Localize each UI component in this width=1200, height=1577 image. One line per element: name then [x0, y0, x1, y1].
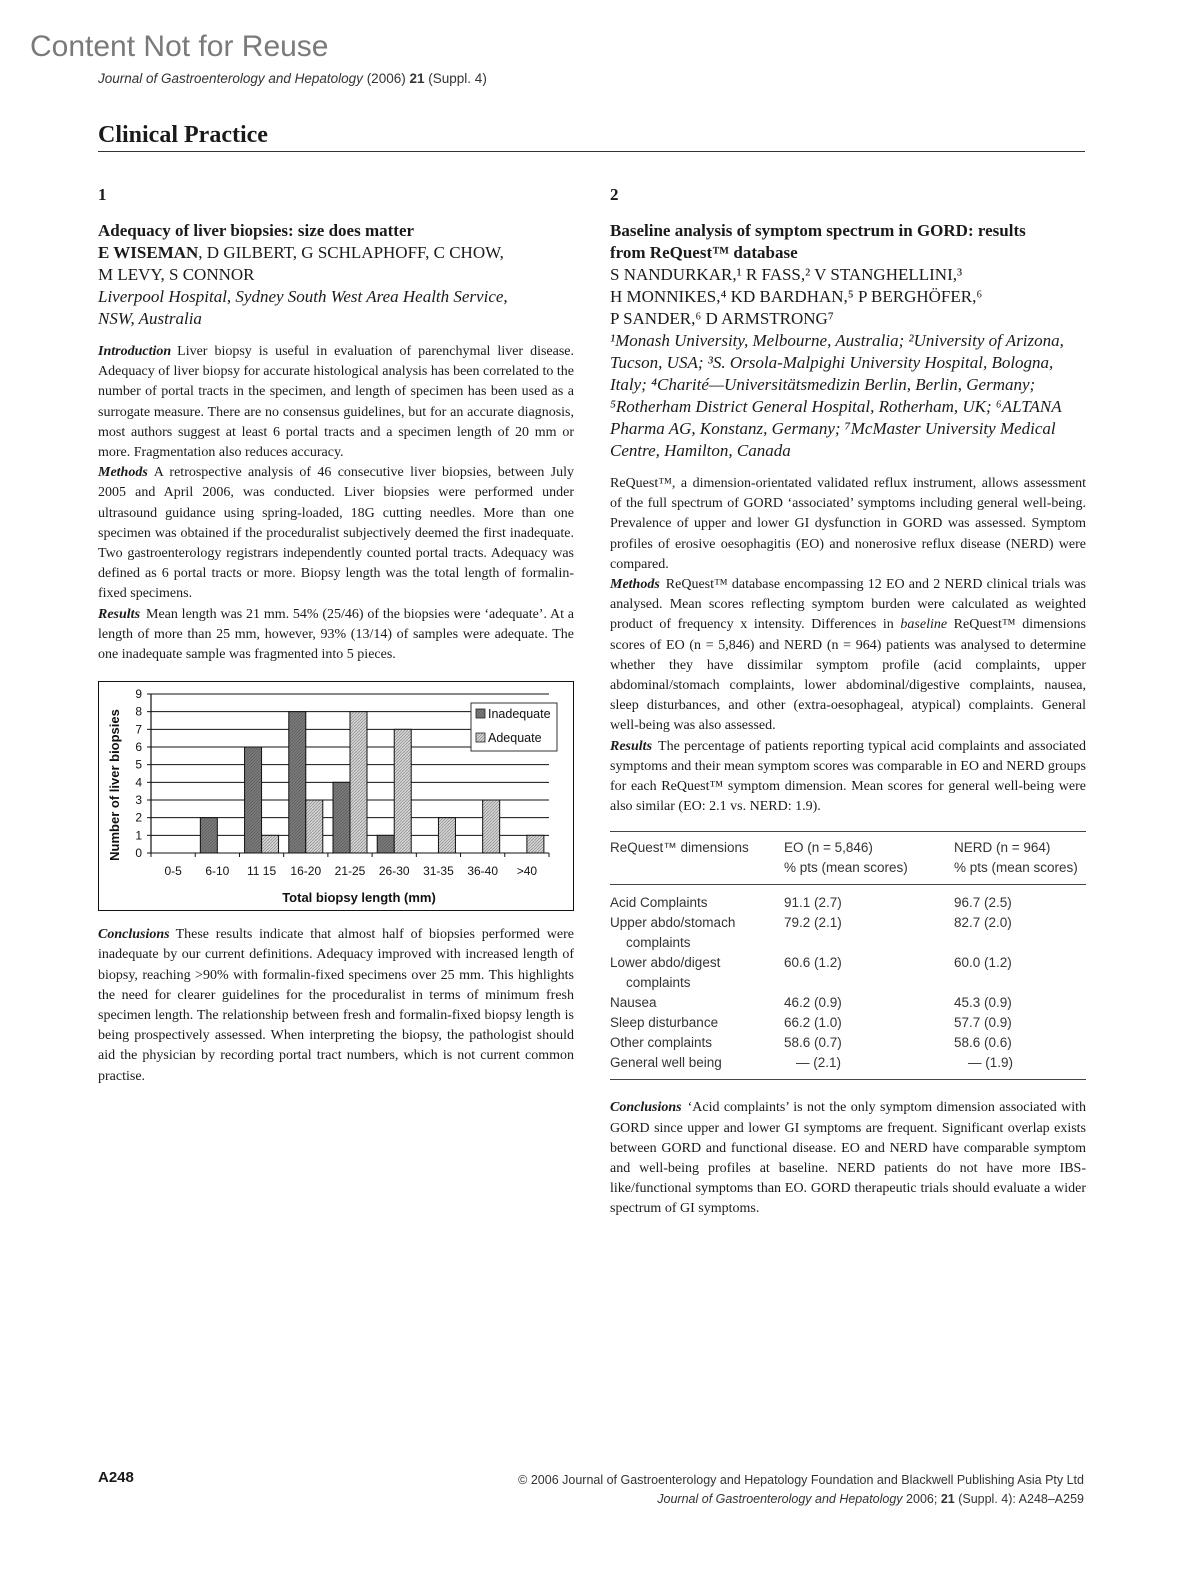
cell-dimension: Nausea — [610, 995, 657, 1011]
bar-adequate-7 — [483, 800, 500, 853]
chart-svg — [99, 682, 573, 910]
y-tick-label: 4 — [135, 775, 142, 790]
x-tick-label: 16-20 — [290, 864, 322, 879]
cell-nerd: 57.7 (0.9) — [954, 1015, 1012, 1031]
abstract-title: Adequacy of liver biopsies: size does matter — [98, 221, 415, 240]
bar-inadequate-3 — [289, 712, 306, 853]
y-axis-label: Number of liver biopsies — [107, 709, 122, 862]
table-row — [610, 993, 1086, 1013]
cell-eo: 58.6 (0.7) — [784, 1035, 842, 1051]
results-heading: Results — [98, 606, 141, 622]
authors-line2: M LEVY, S CONNOR — [98, 265, 255, 284]
methods-text: A retrospective analysis of 46 consecutive liver biopsies, between July 2005 and April 2006, was conducted. Liver biopsies were performed under ultrasound guidance using spring-loaded, 18G cutting needles. More than one specimen was obtained if the proceduralist subjectively deemed the first inadequate. Two gastroenterology registrars independently counted portal tracts. Adequacy was defined as 6 portal tracts or more. Biopsy length was the total length of formalin-fixed specimens. — [98, 465, 574, 602]
y-tick-label: 8 — [135, 704, 142, 719]
column-header-nerd: NERD (n = 964) % pts (mean scores) — [954, 840, 1078, 876]
abstract-2 — [610, 185, 1086, 1220]
x-tick-label: >40 — [516, 864, 538, 879]
journal-header — [98, 71, 487, 86]
cell-dimension: Upper abdo/stomach complaints — [610, 915, 736, 951]
y-tick-label: 6 — [135, 740, 142, 755]
y-tick-label: 0 — [135, 846, 142, 861]
introduction-paragraph — [98, 342, 574, 463]
intro-paragraph: ReQuest™, a dimension-orientated validated reflux instrument, allows assessment of the full spectrum of GORD ‘associated’ symptoms including general well-being. Prevalence of upper and lower GI dysfunction in GORD was assessed. Symptom profiles of erosive oesophagitis (EO) and nonerosive reflux disease (NERD) were compared. — [610, 476, 1086, 572]
cell-dimension: Acid Complaints — [610, 895, 708, 911]
abstract-number: 2 — [610, 185, 619, 204]
citation-line: Journal of Gastroenterology and Hepatology 2006; 21 (Suppl. 4): A248–A259 — [657, 1492, 1084, 1506]
abstract-affiliation — [98, 286, 574, 330]
bar-inadequate-2 — [245, 747, 262, 853]
abstract-number: 1 — [98, 185, 107, 204]
bar-inadequate-1 — [200, 818, 217, 853]
bar-inadequate-4 — [333, 783, 350, 854]
legend-swatch-inadequate — [476, 709, 485, 718]
cell-eo: 46.2 (0.9) — [784, 995, 842, 1011]
x-tick-label: 11 15 — [246, 864, 277, 879]
table-row — [610, 913, 1086, 953]
cell-eo: — (2.1) — [796, 1055, 842, 1071]
bar-adequate-6 — [438, 818, 455, 853]
abstract-authors — [98, 242, 574, 286]
table-row — [610, 953, 1086, 993]
page-number: A248 — [98, 1469, 134, 1486]
methods-heading: Methods — [610, 577, 660, 593]
journal-year: (2006) — [366, 71, 406, 86]
section-title: Clinical Practice — [98, 122, 268, 148]
authors-line2: H MONNIKES,⁴ KD BARDHAN,⁵ P BERGHÖFER,⁶ — [610, 287, 983, 306]
y-tick-label: 9 — [135, 687, 142, 702]
bar-adequate-8 — [527, 836, 544, 854]
affiliation-line1: Liverpool Hospital, Sydney South West Area Health Service, — [98, 287, 508, 306]
x-tick-label: 21-25 — [334, 864, 366, 879]
cell-nerd: 96.7 (2.5) — [954, 895, 1012, 911]
x-tick-label: 36-40 — [467, 864, 499, 879]
x-axis-label: Total biopsy length (mm) — [282, 890, 436, 906]
x-tick-label: 6-10 — [205, 864, 230, 879]
conclusions-text: ‘Acid complaints’ is not the only symptom dimension associated with GORD since upper and lower GI symptoms are frequent. Significant overlap exists between GORD and functional disease. EO and NERD have comparable symptom and well-being profiles at baseline. NERD patients do not have more IBS-like/functional symptoms than EO. GORD therapeutic trials should evaluate a wider spectrum of GI symptoms. — [610, 1100, 1086, 1217]
table-header-row — [610, 832, 1086, 885]
methods-text-1: ReQuest™ database encompassing 12 EO and 2 NERD clinical trials was analysed. Mean scores reflecting symptom burden were calculated as weighted product of frequency x intensity. Differences in — [610, 577, 1086, 633]
results-paragraph — [610, 737, 1086, 818]
table-row — [610, 885, 1086, 914]
y-tick-label: 2 — [135, 810, 142, 825]
biopsy-chart — [98, 681, 574, 911]
title-line1: Baseline analysis of symptom spectrum in GORD: results — [610, 221, 1026, 240]
y-tick-label: 3 — [135, 793, 142, 808]
table-row — [610, 1033, 1086, 1053]
methods-heading: Methods — [98, 465, 148, 481]
x-tick-label: 31-35 — [423, 864, 454, 879]
methods-paragraph — [98, 463, 574, 604]
y-tick-label: 7 — [135, 722, 142, 737]
bar-adequate-4 — [350, 712, 367, 853]
column-header-eo: EO (n = 5,846) % pts (mean scores) — [784, 840, 908, 876]
methods-italic: baseline — [900, 617, 948, 633]
results-text: The percentage of patients reporting typical acid complaints and associated symptoms and their mean symptom scores was comparable in EO and NERD groups for each ReQuest™ symptom dimension. Mean scores for general well-being were also similar (EO: 2.1 vs. NERD: 1.9). — [610, 738, 1086, 815]
authors-rest: , D GILBERT, G SCHLAPHOFF, C CHOW, — [198, 243, 504, 262]
conclusions-heading: Conclusions — [610, 1100, 682, 1116]
cell-dimension: Other complaints — [610, 1035, 713, 1051]
methods-paragraph — [610, 575, 1086, 737]
cell-dimension: General well being — [610, 1055, 722, 1071]
chart-legend — [471, 703, 557, 751]
methods-text-2: ReQuest™ dimensions scores of EO (n = 5,846) and NERD (n = 964) patients was analysed to determine whether they have dissimilar symptom profile (acid complaints, upper abdominal/stomach complaints, lower abdominal/digestive complaints, nausea, sleep disturbances, and other (extra-oesophageal, atypical) complaints. General well-being was also assessed. — [610, 617, 1086, 734]
first-author: E WISEMAN — [98, 243, 199, 262]
section-rule — [98, 151, 1085, 152]
abstract-affiliations: ¹Monash University, Melbourne, Australia; ²University of Arizona, Tucson, USA; ³S. Orsola-Malpighi University Hospital, Bologna, Italy; ⁴Charité—Universitätsmedizin Berlin, Berlin, Germany; ⁵Rotherham District General Hospital, Rotherham, UK; ⁶ALTANA Pharma AG, Konstanz, Germany; ⁷McMaster University Medical Centre, Hamilton, Canada — [610, 331, 1064, 460]
column-header-dimensions: ReQuest™ dimensions — [610, 840, 749, 856]
introduction-heading: Introduction — [98, 344, 172, 359]
journal-name: Journal of Gastroenterology and Hepatology — [98, 71, 363, 86]
cell-eo: 66.2 (1.0) — [784, 1015, 842, 1031]
abstract-authors — [610, 264, 1086, 330]
bar-inadequate-5 — [377, 836, 394, 854]
cell-nerd: 60.0 (1.2) — [954, 955, 1012, 971]
bar-adequate-3 — [306, 800, 323, 853]
cell-nerd: 45.3 (0.9) — [954, 995, 1012, 1011]
x-tick-label: 26-30 — [378, 864, 410, 879]
y-tick-label: 1 — [135, 828, 142, 843]
bar-adequate-5 — [394, 730, 411, 854]
conclusions-heading: Conclusions — [98, 927, 170, 943]
results-paragraph — [98, 605, 574, 666]
bar-adequate-2 — [262, 836, 279, 854]
legend-label-adequate: Adequate — [488, 731, 542, 746]
journal-suppl: (Suppl. 4) — [428, 71, 487, 86]
y-tick-label: 5 — [135, 757, 142, 772]
cell-nerd: 82.7 (2.0) — [954, 915, 1012, 931]
watermark: Content Not for Reuse — [30, 30, 329, 63]
affiliation-line2: NSW, Australia — [98, 309, 202, 328]
cell-nerd: 58.6 (0.6) — [954, 1035, 1012, 1051]
x-tick-label: 0-5 — [164, 864, 182, 879]
journal-volume: 21 — [409, 71, 425, 86]
conclusions-text: These results indicate that almost half of biopsies performed were inadequate by our current definitions. Adequacy improved with increased length of biopsy, reaching >90% with formalin-fixed specimens over 25 mm. This highlights the need for clearer guidelines for the proceduralist in terms of minimum fresh specimen length. The relationship between fresh and formalin-fixed biopsy length is being prospectively assessed. When interpreting the biopsy, the pathologist should aid the physician by recording portal tract numbers, which is not current common practise. — [98, 927, 574, 1084]
cell-eo: 79.2 (2.1) — [784, 915, 842, 931]
authors-line1: S NANDURKAR,¹ R FASS,² V STANGHELLINI,³ — [610, 265, 963, 284]
title-line2: from ReQuest™ database — [610, 243, 798, 262]
cell-eo: 91.1 (2.7) — [784, 895, 842, 911]
cell-dimension: Sleep disturbance — [610, 1015, 719, 1031]
cell-eo: 60.6 (1.2) — [784, 955, 842, 971]
symptom-table — [610, 831, 1086, 1080]
copyright-line: © 2006 Journal of Gastroenterology and Hepatology Foundation and Blackwell Publishing Asia Pty Ltd — [518, 1473, 1084, 1487]
legend-label-inadequate: Inadequate — [488, 707, 551, 722]
conclusions-paragraph — [610, 1098, 1086, 1219]
abstract-1 — [98, 185, 574, 1087]
results-heading: Results — [610, 738, 653, 754]
results-text: Mean length was 21 mm. 54% (25/46) of the biopsies were ‘adequate’. At a length of more than 25 mm, however, 93% (13/14) of samples were adequate. The one inadequate sample was fragmented into 5 pieces. — [98, 606, 574, 663]
cell-nerd: — (1.9) — [968, 1055, 1014, 1071]
conclusions-paragraph — [98, 925, 574, 1087]
table-row — [610, 1013, 1086, 1033]
table-row — [610, 1053, 1086, 1079]
legend-swatch-adequate — [476, 733, 485, 742]
authors-line3: P SANDER,⁶ D ARMSTRONG⁷ — [610, 309, 834, 328]
abstract-title — [610, 220, 1086, 264]
footer-copyright — [518, 1471, 1084, 1509]
introduction-text: Liver biopsy is useful in evaluation of parenchymal liver disease. Adequacy of liver biopsy for accurate histological analysis has been correlated to the number of portal tracts in the specimen, and length of specimen has been used as a surrogate measure. There are no consensus guidelines, but for an accurate diagnosis, most authors suggest at least 6 portal tracts and a specimen length of 20 mm or more. Fragmentation also reduces accuracy. — [98, 344, 574, 461]
cell-dimension: Lower abdo/digest complaints — [610, 955, 721, 991]
